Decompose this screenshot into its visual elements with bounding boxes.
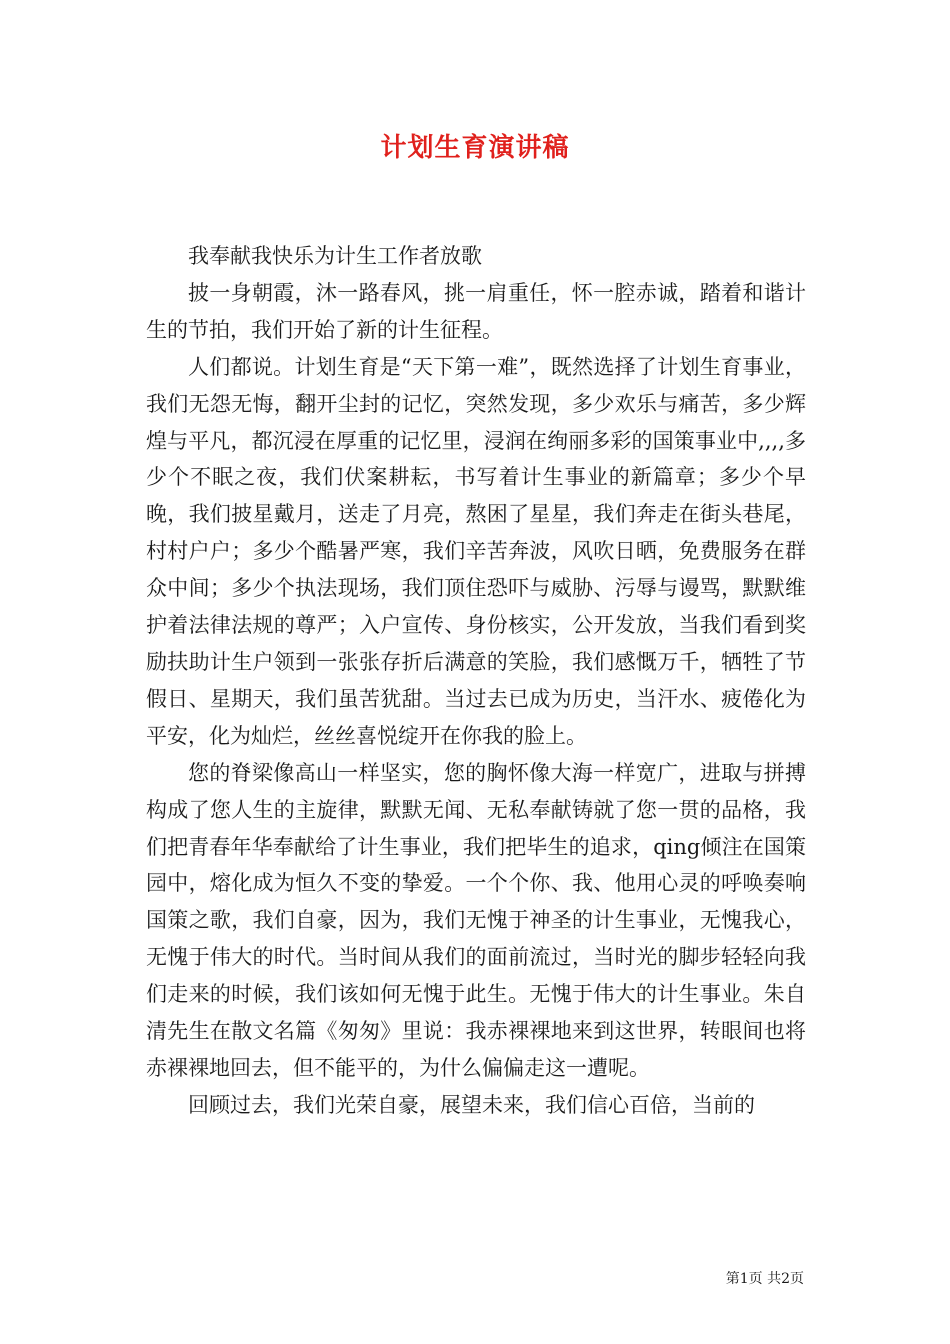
paragraph-2: 披一身朝霞，沐一路春风，挑一肩重任，怀一腔赤诚，踏着和谐计生的节拍，我们开始了新的计生征程。 bbox=[146, 280, 806, 342]
document-body bbox=[146, 238, 806, 1124]
paragraph-5: 回顾过去，我们光荣自豪，展望未来，我们信心百倍，当前的 bbox=[188, 1092, 755, 1117]
paragraph-4: 您的脊梁像高山一样坚实，您的胸怀像大海一样宽广，进取与拼搏构成了您人生的主旋律，默默无闻、无私奉献铸就了您一贯的品格，我们把青春年华奉献给了计生事业，我们把毕生的追求，qing倾注在国策园中，熔化成为恒久不变的挚爱。一个个你、我、他用心灵的呼唤奏响国策之歌，我们自豪，因为，我们无愧于神圣的计生事业，无愧我心，无愧于伟大的时代。当时间从我们的面前流过，当时光的脚步轻轻向我们走来的时候，我们该如何无愧于此生。无愧于伟大的计生事业。朱自清先生在散文名篇《匆匆》里说：我赤裸裸地来到这世界，转眼间也将赤裸裸地回去，但不能平的，为什么偏偏走这一遭呢。 bbox=[146, 760, 806, 1080]
page-number-footer: 第1页 共2页 bbox=[725, 1271, 804, 1287]
paragraph-3: 人们都说。计划生育是“天下第一难”，既然选择了计划生育事业，我们无怨无悔，翻开尘封的记忆，突然发现，多少欢乐与痛苦，多少辉煌与平凡，都沉浸在厚重的记忆里，浸润在绚丽多彩的国策事业中,,,,多少个不眠之夜，我们伏案耕耘，书写着计生事业的新篇章；多少个早晚，我们披星戴月，送走了月亮，熬困了星星，我们奔走在街头巷尾，村村户户；多少个酷暑严寒，我们辛苦奔波，风吹日晒，免费服务在群众中间；多少个执法现场，我们顶住恐吓与威胁、污辱与谩骂，默默维护着法律法规的尊严；入户宣传、身份核实，公开发放，当我们看到奖励扶助计生户领到一张张存折后满意的笑脸，我们感慨万千，牺牲了节假日、星期天，我们虽苦犹甜。当过去已成为历史，当汗水、疲倦化为平安，化为灿烂，丝丝喜悦绽开在你我的脸上。 bbox=[146, 354, 806, 748]
paragraph-1: 我奉献我快乐为计生工作者放歌 bbox=[188, 244, 482, 268]
document-title: 计划生育演讲稿 bbox=[380, 133, 570, 163]
